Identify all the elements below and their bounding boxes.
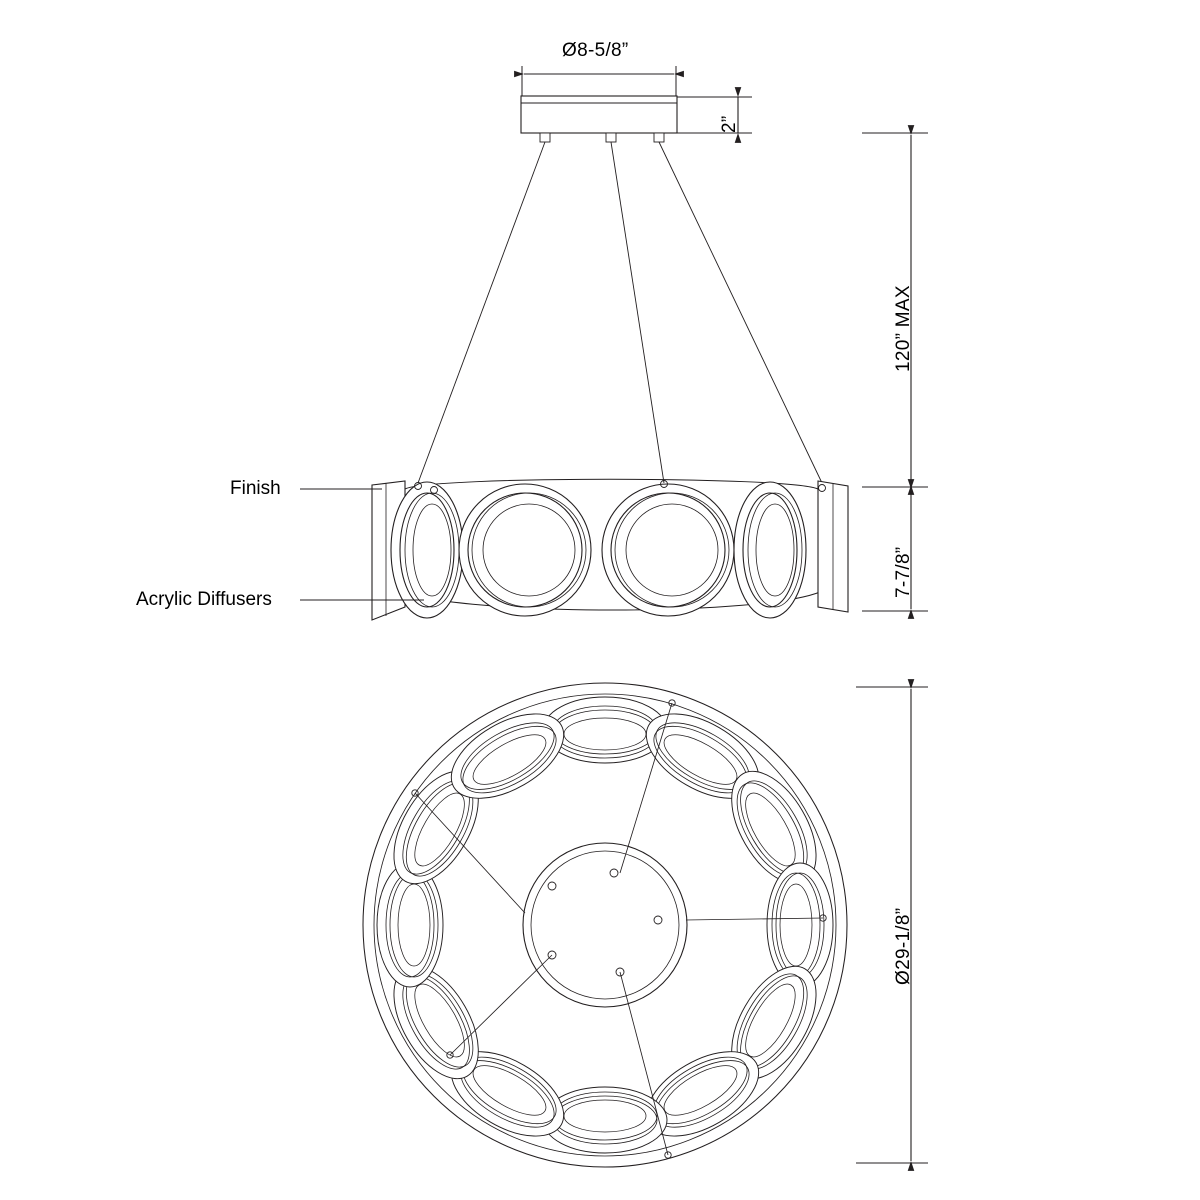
canopy [521, 96, 677, 133]
plan-diameter-dimension [856, 687, 928, 1163]
fixture-height-label: 7-7/8” [893, 546, 914, 598]
canopy-diameter-label: Ø8-5/8” [562, 40, 629, 61]
canopy-height-label: 2” [719, 115, 740, 133]
fixture-plan-view [363, 683, 847, 1167]
callout-acrylic-diffusers-label: Acrylic Diffusers [136, 589, 272, 610]
suspension-cables [418, 133, 822, 483]
callout-finish-label: Finish [230, 478, 281, 499]
canopy-diameter-dimension [522, 66, 676, 100]
max-drop-label: 120” MAX [893, 285, 914, 372]
fixture-diameter-label: Ø29-1/8” [893, 907, 914, 985]
fixture-elevation [372, 479, 848, 620]
